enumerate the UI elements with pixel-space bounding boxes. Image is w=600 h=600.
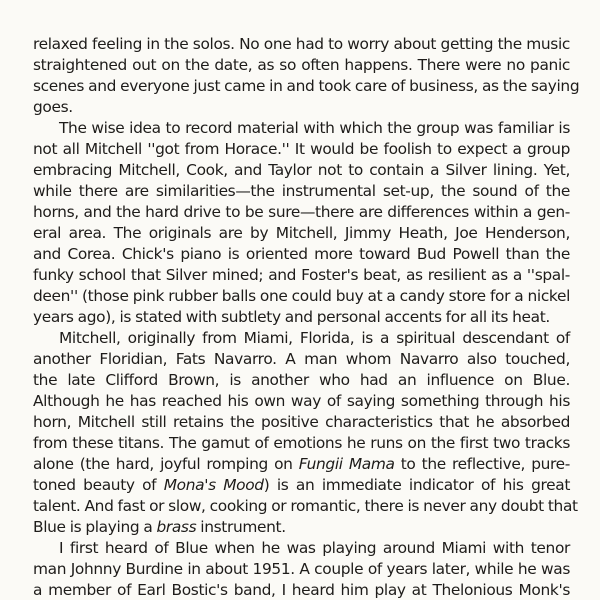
text-line: and Corea. Chick's piano is oriented more toward Bud Powell than the bbox=[33, 245, 570, 263]
text-line: years ago), is stated with subtlety and personal accents for all its heat. bbox=[33, 308, 550, 326]
track-title: Fungii Mama bbox=[298, 455, 395, 473]
text-line: a member of Earl Bostic's band, I heard him play at Thelonious Monk's bbox=[33, 581, 570, 599]
text-line bbox=[33, 475, 570, 496]
text-line: eral area. The originals are by Mitchell, Jimmy Heath, Joe Henderson, bbox=[33, 224, 570, 242]
line-text: alone (the hard, joyful romping on bbox=[33, 455, 299, 473]
text-line: another Floridian, Fats Navarro. A man whom Navarro also touched, bbox=[33, 350, 570, 368]
text-line: horn, Mitchell still retains the positive characteristics that he absorbed bbox=[33, 413, 570, 431]
text-line: The wise idea to record material with which the group was familiar is bbox=[59, 119, 570, 137]
text-line: I first heard of Blue when he was playing around Miami with tenor bbox=[59, 539, 570, 557]
text-line: embracing Mitchell, Cook, and Taylor not to contain a Silver lining. Yet, bbox=[33, 161, 570, 179]
line-text: to the reflective, pure- bbox=[394, 455, 570, 473]
line-text: toned beauty of bbox=[33, 476, 164, 494]
text-line: scenes and everyone just came in and took care of business, as the saying bbox=[33, 77, 580, 95]
emphasis-word: brass bbox=[156, 518, 197, 536]
text-line: while there are similarities—the instrumental set-up, the sound of the bbox=[33, 182, 570, 200]
text-line bbox=[33, 454, 570, 475]
text-line: relaxed feeling in the solos. No one had to worry about getting the music bbox=[33, 35, 570, 53]
track-title: Mona's Mood bbox=[163, 476, 264, 494]
text-line: the late Clifford Brown, is another who had an influence on Blue. bbox=[33, 371, 570, 389]
text-line: straightened out on the date, as so often happens. There were no panic bbox=[33, 56, 570, 74]
text-line bbox=[33, 517, 570, 538]
line-text: Blue is playing a bbox=[33, 518, 157, 536]
line-text: ) is an immediate indicator of his great bbox=[263, 476, 571, 494]
text-line: Mitchell, originally from Miami, Florida, is a spiritual descendant of bbox=[59, 329, 570, 347]
text-line: funky school that Silver mined; and Foster's beat, as resilient as a ''spal- bbox=[33, 266, 570, 284]
text-line: talent. And fast or slow, cooking or romantic, there is never any doubt that bbox=[33, 497, 578, 515]
text-line: man Johnny Burdine in about 1951. A couple of years later, while he was bbox=[33, 560, 570, 578]
text-line: goes. bbox=[33, 98, 73, 116]
text-line: Although he has reached his own way of saying something through his bbox=[33, 392, 570, 410]
text-line: from these titans. The gamut of emotions he runs on the first two tracks bbox=[33, 434, 570, 452]
text-line: deen'' (those pink rubber balls one could buy at a candy store for a nickel bbox=[33, 287, 570, 305]
text-line: not all Mitchell ''got from Horace.'' It would be foolish to expect a group bbox=[33, 140, 570, 158]
line-text: instrument. bbox=[196, 518, 286, 536]
text-line: horns, and the hard drive to be sure—there are differences within a gen- bbox=[33, 203, 570, 221]
